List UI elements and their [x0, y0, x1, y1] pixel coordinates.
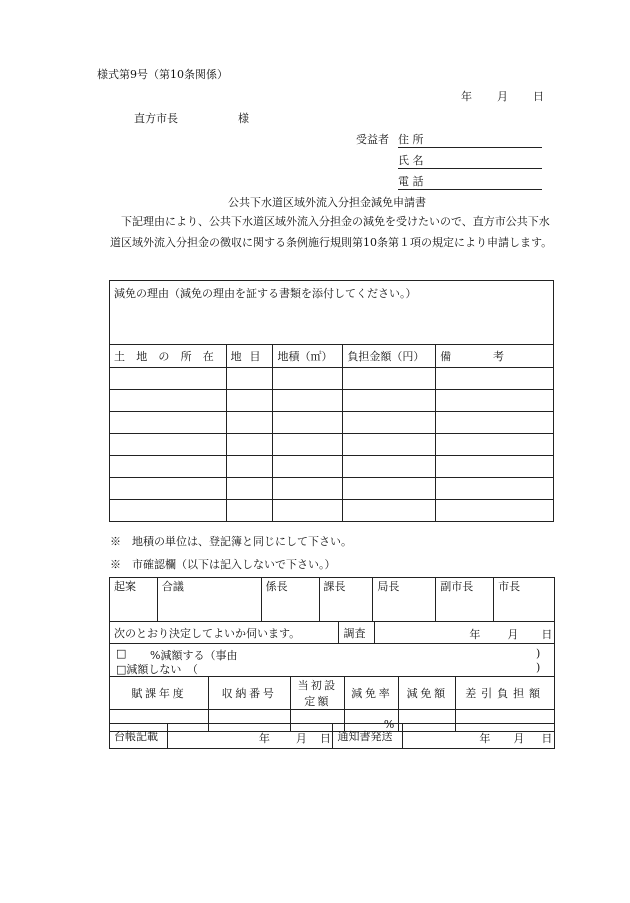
- approval-mayor[interactable]: 市長: [494, 578, 555, 622]
- notice-label: 通知書発送: [333, 724, 403, 749]
- ledger-table: [109, 723, 555, 749]
- address-field[interactable]: [398, 131, 542, 148]
- note-area-unit: ※ 地積の単位は、登記簿と同じにして下さい。: [110, 535, 352, 548]
- table-row[interactable]: [110, 434, 554, 456]
- reason-label: 減免の理由（減免の理由を証する書類を添付してください。）: [114, 287, 417, 300]
- header-location: 土 地 の 所 在: [110, 345, 227, 368]
- applicant-label: 受益者: [356, 133, 389, 146]
- date-day: 日: [533, 90, 544, 103]
- table-row[interactable]: [110, 368, 554, 390]
- honorific: 様: [238, 112, 249, 125]
- reason-cell[interactable]: [110, 281, 554, 345]
- approval-bureau-head[interactable]: 局長: [373, 578, 436, 622]
- option-no-reduce[interactable]: □減額しない （: [116, 663, 198, 676]
- phone-label: 電 話: [398, 175, 424, 188]
- col-initial-amount: 当初設定額: [290, 677, 345, 710]
- ledger-date[interactable]: 年 月 日: [167, 724, 333, 749]
- percent-sign: %: [383, 718, 395, 731]
- paren-close-1: ): [536, 647, 541, 660]
- body-text: 下記理由により、公共下水道区域外流入分担金の減免を受けたいので、直方市公共下水道区域外流入分担金の徴収に関する条例施行規則第10条第１項の規定により申請します。: [110, 215, 553, 249]
- reason-table: [109, 280, 554, 522]
- name-label: 氏 名: [398, 154, 424, 167]
- decision-options[interactable]: [110, 644, 555, 677]
- table-row[interactable]: [110, 500, 554, 522]
- col-net-amount: 差引負担額: [456, 677, 555, 710]
- form-number: 様式第9号（第10条関係）: [97, 68, 228, 81]
- table-row[interactable]: [110, 456, 554, 478]
- table-row[interactable]: [110, 390, 554, 412]
- header-area: 地積（㎡）: [273, 345, 343, 368]
- survey-label: 調査: [339, 622, 375, 644]
- approval-deputy-mayor[interactable]: 副市長: [436, 578, 494, 622]
- table-row[interactable]: [110, 478, 554, 500]
- col-reduction-rate: 減免率: [345, 677, 399, 710]
- approval-section-head[interactable]: 課長: [319, 578, 373, 622]
- address-label: 住 所: [398, 133, 424, 146]
- approval-chief[interactable]: 係長: [261, 578, 319, 622]
- option-reduce-checkbox[interactable]: □: [116, 647, 127, 660]
- phone-field[interactable]: [398, 173, 542, 190]
- paren-close-2: ): [536, 661, 541, 674]
- option-reduce-label: %減額する（事由: [150, 649, 238, 662]
- name-field[interactable]: [398, 152, 542, 169]
- date-month: 月: [497, 90, 508, 103]
- decision-text: 次のとおり決定してよいか伺います。: [110, 622, 339, 644]
- header-remarks: 備 考: [436, 345, 554, 368]
- approval-consult[interactable]: 合議: [157, 578, 261, 622]
- decision-table: [109, 621, 555, 677]
- addressee: 直方市長: [134, 112, 178, 125]
- col-reduction-amount: 減免額: [399, 677, 456, 710]
- document-title: 公共下水道区域外流入分担金減免申請書: [228, 196, 426, 209]
- col-tax-year: 賦課年度: [110, 677, 209, 710]
- survey-date[interactable]: 年 月 日: [375, 622, 555, 644]
- header-amount: 負担金額（円）: [343, 345, 436, 368]
- approval-draft[interactable]: 起案: [110, 578, 158, 622]
- table-row[interactable]: [110, 412, 554, 434]
- note-office-use: ※ 市確認欄（以下は記入しないで下さい。）: [110, 558, 336, 571]
- date-year: 年: [461, 90, 472, 103]
- notice-date[interactable]: 年 月 日: [403, 724, 555, 749]
- col-receipt-no: 収納番号: [208, 677, 290, 710]
- ledger-label: 台帳記載: [110, 724, 168, 749]
- approval-table: [109, 577, 555, 622]
- header-land-type: 地 目: [226, 345, 273, 368]
